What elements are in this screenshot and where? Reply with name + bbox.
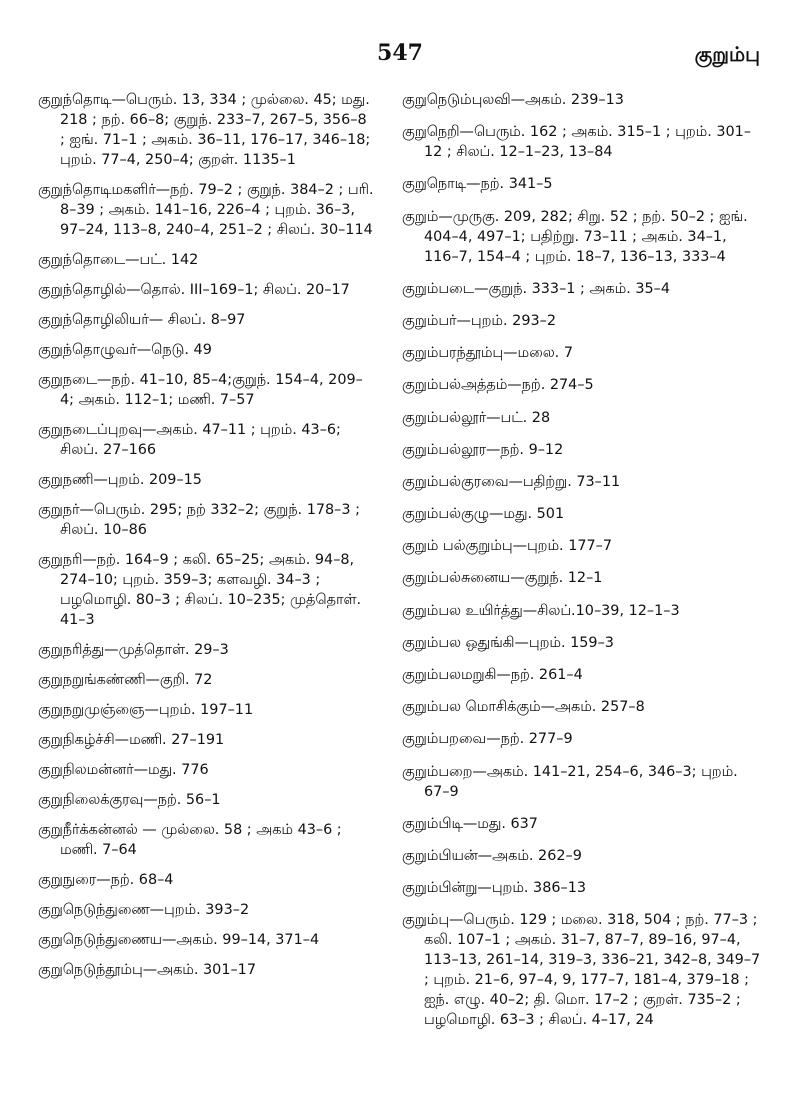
index-entry: குறுநெடுந்துணைய—அகம். 99–14, 371–4 <box>38 932 320 948</box>
index-entry: குறுநிகழ்ச்சி—மணி. 27–191 <box>38 732 225 748</box>
index-entry: குறுநுரை—நற். 68–4 <box>38 872 174 888</box>
index-entry: குறும்பியன்—அகம். 262–9 <box>402 847 582 864</box>
left-column <box>38 90 376 990</box>
index-entry: குறும்பல்லூர்—பட். 28 <box>402 409 551 426</box>
index-entry: குறுநீர்க்கன்னல் — முல்லை. 58 ; அகம் 43–6 ; மணி. 7–64 <box>38 822 342 858</box>
index-entry: குறும்பலமறுகி—நற். 261–4 <box>402 667 583 683</box>
index-entry: குறும்பர்—புறம். 293–2 <box>402 312 556 329</box>
index-entry: குறுநெறி—பெரும். 162 ; அகம். 315–1 ; புறம். 301–12 ; சிலப். 12–1–23, 13–84 <box>402 124 752 161</box>
index-entry: குறும்பின்று—புறம். 386–13 <box>402 880 587 897</box>
index-entry: குறுநடைப்புறவு—அகம். 47–11 ; புறம். 43–6; சிலப். 27–166 <box>38 422 341 458</box>
index-entry: குறும்பு—பெரும். 129 ; மலை. 318, 504 ; நற். 77–3 ; கலி. 107–1 ; அகம். 31–7, 87–7, 89–16, 97–4, 113–13, 261–14, 319–3, 336–21, 342–8, 349–7 ; புறம். 21–6, 97–4, 9, 177–7, 181–4, 379–18 ; ஐந். எழு. 40–2; தி. மொ. 17–2 ; குறள். 735–2 ; பழமொழி. 63–3 ; சிலப். 4–17, 24 <box>402 912 761 1029</box>
index-entry: குறுநறுங்கண்ணி—குறி. 72 <box>38 672 213 688</box>
index-entry: குறுநெடுந்துணை—புறம். 393–2 <box>38 902 250 918</box>
index-entry: குறுநெடுந்தூம்பு—அகம். 301–17 <box>38 962 256 978</box>
index-entry: குறும்பல ஒதுங்கி—புறம். 159–3 <box>402 634 614 651</box>
index-entry: குறும்பிடி—மது. 637 <box>402 815 538 832</box>
index-entry: குறுந்தொழில்—தொல். III–169–1; சிலப். 20–17 <box>38 282 350 298</box>
index-entry: குறுநிலைக்குரவு—நற். 56–1 <box>38 792 221 808</box>
index-entry: குறுநணி—புறம். 209–15 <box>38 472 202 488</box>
index-entry: குறுநறுமுஞ்ஞை—புறம். 197–11 <box>38 702 254 718</box>
index-entry: குறும்பல்அத்தம்—நற். 274–5 <box>402 377 594 394</box>
index-entry: குறுநிலமன்னர்—மது. 776 <box>38 762 209 778</box>
index-entry: குறுநடை—நற். 41–10, 85–4;குறுந். 154–4, 209–4; அகம். 112–1; மணி. 7–57 <box>38 372 363 408</box>
index-entry: குறுநொடி—நற். 341–5 <box>402 176 553 193</box>
index-entry: குறுநரித்து—முத்தொள். 29–3 <box>38 642 229 658</box>
index-entry: குறும்பறவை—நற். 277–9 <box>402 731 573 748</box>
index-entry: குறுந்தொழிலியர்— சிலப். 8–97 <box>38 312 246 328</box>
index-entry: குறுந்தொடி—பெரும். 13, 334 ; முல்லை. 45; மது. 218 ; நற். 66–8; குறுந். 233–7, 267–5, 356–8 ; ஐங். 71–1 ; அகம். 36–11, 176–17, 346–18; புறம். 77–4, 250–4; குறள். 1135–1 <box>38 92 371 168</box>
index-entry: குறும்பல்குரவை—பதிற்று. 73–11 <box>402 473 621 490</box>
index-entry: குறுநரி—நற். 164–9 ; கலி. 65–25; அகம். 94–8, 274–10; புறம். 359–3; களவழி. 34–3 ; பழமொழி. 80–3 ; சிலப். 10–235; முத்தொள். 41–3 <box>38 552 362 628</box>
running-head: குறும்பு <box>694 42 760 66</box>
index-entry: குறுந்தொழுவர்—நெடு. 49 <box>38 342 212 358</box>
index-entry: குறும்பல்சுனைய—குறுந். 12–1 <box>402 570 603 587</box>
index-entry: குறும்பல்லூர—நற். 9–12 <box>402 441 564 458</box>
index-entry: குறும்—முருகு. 209, 282; சிறு. 52 ; நற். 50–2 ; ஐங். 404–4, 497–1; பதிற்று. 73–11 ; அகம். 34–1, 116–7, 154–4 ; புறம். 18–7, 136–13, 333–4 <box>402 208 748 265</box>
index-entry: குறும்பல மொசிக்கும்—அகம். 257–8 <box>402 699 645 716</box>
index-entry: குறும் பல்குறும்பு—புறம். 177–7 <box>402 538 613 555</box>
index-entry: குறும்பல்குழு—மது. 501 <box>402 506 565 523</box>
page-number: 547 <box>377 40 423 66</box>
index-entry: குறும்பரந்தூம்பு—மலை. 7 <box>402 345 573 362</box>
index-entry: குறும்பல உயிர்த்து—சிலப்.10–39, 12–1–3 <box>402 602 680 619</box>
index-entry: குறுந்தொடை—பட். 142 <box>38 252 199 268</box>
index-entry: குறும்படை—குறுந். 333–1 ; அகம். 35–4 <box>402 280 671 297</box>
index-entry: குறும்பறை—அகம். 141–21, 254–6, 346–3; புறம். 67–9 <box>402 763 738 800</box>
index-entry: குறுந்தொடிமகளிர்—நற். 79–2 ; குறுந். 384–2 ; பரி. 8–39 ; அகம். 141–16, 226–4 ; புறம். 36–3, 97–24, 113–8, 240–4, 251–2 ; சிலப். 30–114 <box>38 182 374 238</box>
index-entry: குறுநர்—பெரும். 295; நற் 332–2; குறுந். 178–3 ; சிலப். 10–86 <box>38 502 360 538</box>
right-column <box>402 90 764 1043</box>
index-entry: குறுநெடும்புலவி—அகம். 239–13 <box>402 92 624 108</box>
